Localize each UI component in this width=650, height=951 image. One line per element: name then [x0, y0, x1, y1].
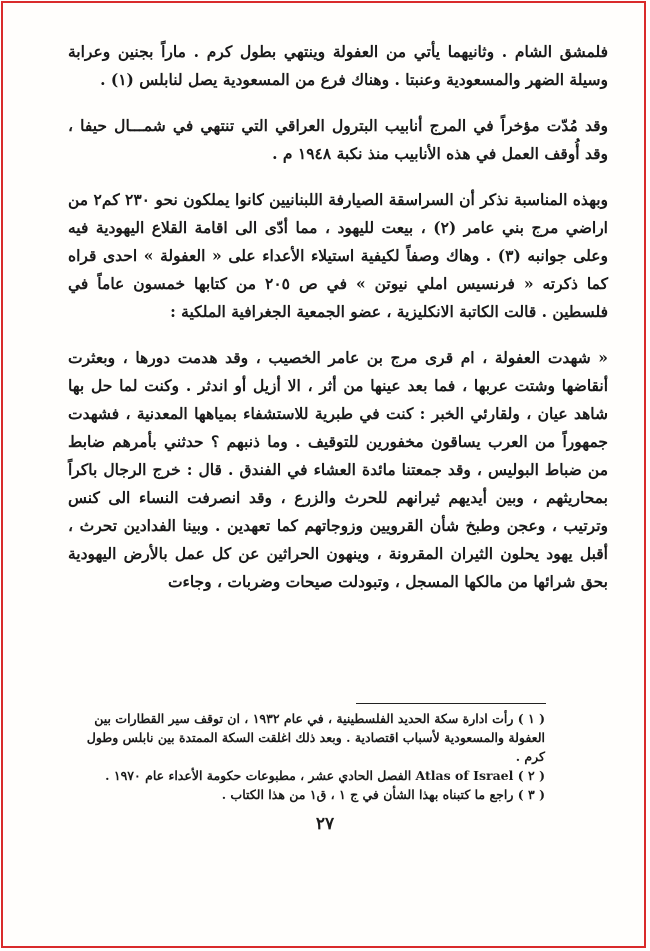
paragraph-2: وقد مُدّت مؤخراً في المرج أنابيب البترول العراقي التي تنتهي في شمـــال حيفا ، وقد أُوقف العمل في هذه الأنابيب منذ نكبة ١٩٤٨ م . — [68, 116, 608, 163]
footnote-divider — [356, 703, 546, 704]
page-number: ٢٧ — [315, 814, 335, 834]
paragraph-4-quote: « شهدت العفولة ، ام قرى مرج بن عامر الخصيب ، وقد هدمت دورها ، وبعثرت أنقاضها وشتت عربها ، فما بعد عينها من أثر ، الا أزيل أو اندثر . وكنت لما حل بها شاهد عيان ، ولقارئي الخبر : كنت في طبرية للاستشفاء بمياهها المعدنية ، فشهدت جمهوراً من العرب يساقون مخفورين للتوقيف . وما ذنبهم ؟ حدثني بأمرهم ضابط من ضباط البوليس ، وقد جمعتنا مائدة العشاء في الفندق . قال : خرج الرجال باكراً بمحاريثهم ، وبين أيديهم ثيرانهم للحرث والزرع ، وقد انصرفت النساء الى كنس وترتيب ، وعجن وطبخ شأن القرويين وزوجاتهم كما تعهدين . وبينا الفدادين تحرث ، أقبل يهود يحلون الثيران المقرونة ، وينهون الحراثين عن كل عمل بالأرض اليهودية بحق شرائها من مالكها المسجل ، وتبودلت صيحات وضربات ، وجاءت — [68, 348, 608, 591]
footnote-1: ( ١ ) رأت ادارة سكة الحديد الفلسطينية ، في عام ١٩٣٢ ، ان توقف سير القطارات بين العفولة والمسعودية لأسباب اقتصادية . وبعد ذلك اغلقت السكة الممتدة بين نابلس وطول كرم . — [86, 711, 545, 764]
footnote-2: ( ٢ ) Atlas of Israel الفصل الحادي عشر ، مطبوعات حكومة الأعداء عام ١٩٧٠ . — [105, 768, 545, 783]
paragraph-3: وبهذه المناسبة نذكر أن السراسقة الصيارفة اللبنانيين كانوا يملكون نحو ٢٣٠ كم٢ من اراضي مرج بني عامر (٢) ، بيعت لليهود ، مما أدّى الى اقامة القلاع اليهودية فيه وعلى جوانبه (٣) . وهاك وصفاً لكيفية استيلاء الأعداء على « العفولة » احدى قراه كما ذكرته « فرنسيس املي نيوتن » في ص ٢٠٥ من كتابها خمسون عاماً في فلسطين . قالت الكاتبة الانكليزية ، عضو الجمعية الجغرافية الملكية : — [68, 190, 609, 321]
paragraph-1: فلمشق الشام . وثانيهما يأتي من العفولة وينتهي بطول كرم . ماراً بجنين وعرابة وسيلة الضهر والمسعودية وعنبتا . وهناك فرع من المسعودية يصل لنابلس (١) . — [68, 42, 608, 89]
footnote-3: ( ٣ ) راجع ما كتبناه بهذا الشأن في ج ١ ، ق١ من هذا الكتاب . — [221, 787, 545, 802]
footnotes — [70, 709, 545, 804]
main-text — [68, 38, 608, 602]
